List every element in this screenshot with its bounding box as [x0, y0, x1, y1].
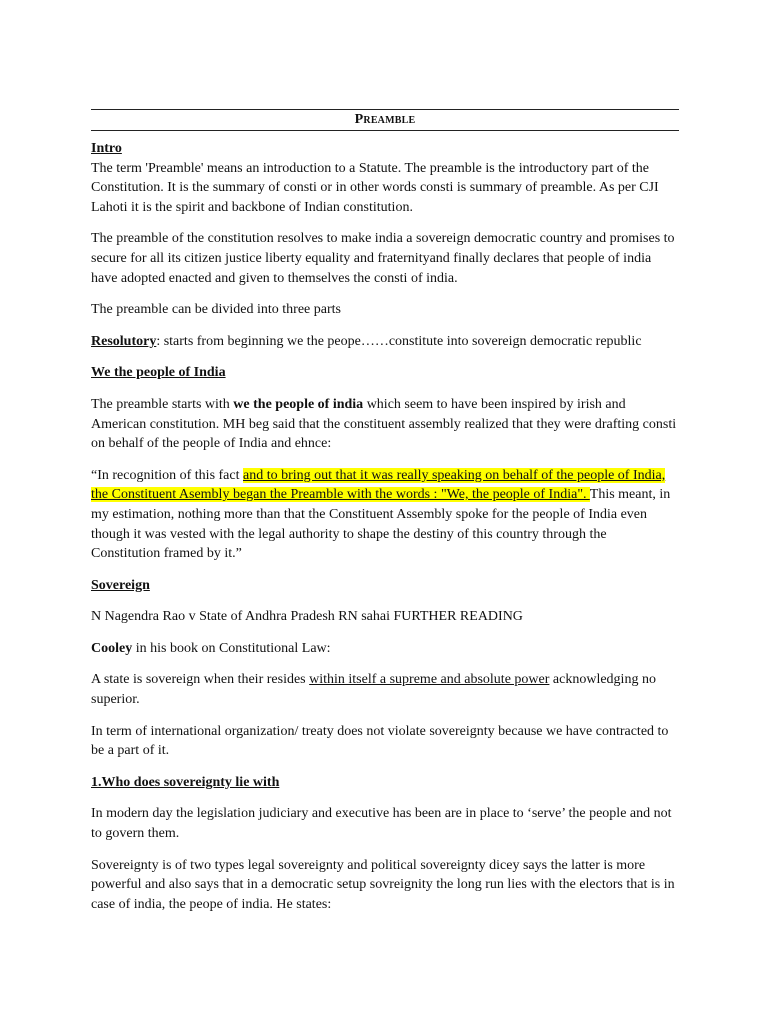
- title-block: [91, 109, 679, 131]
- resolutory-label: Resolutory: [91, 333, 157, 349]
- p4-text-c: which seem to have been inspired by irish and American constitution. MH beg said that the constituent assembly realized that they were drafting consti on behalf of the people of India and ehnce:: [91, 396, 677, 452]
- paragraph-cooley: [91, 639, 679, 659]
- p4-bold: we the people of india: [233, 396, 364, 412]
- paragraph-two-types: Sovereignty is of two types legal sovereignty and political sovereignty dicey says the latter is more powerful and also says that in a democratic setup sovreignity the long run lies with the electors that is in case of india, the peope of india. He states:: [91, 857, 675, 912]
- quote-text-b: This meant, in my estimation, nothing more than that the Constituent Assembly spoke for the people of India even though it was vested with the legal authority to shape the destiny of this country through the Constitution framed by it.”: [91, 487, 671, 562]
- quote-highlight: and to bring out that it was really speaking on behalf of the people of India, the Constituent Asembly began the Preamble with the words : "We, the people of India".: [91, 467, 666, 503]
- intro-heading-text: Intro: [91, 141, 122, 156]
- page-title: Preamble: [354, 112, 416, 127]
- paragraph-preamble-starts: [91, 395, 679, 454]
- paragraph-case: N Nagendra Rao v State of Andhra Pradesh RN sahai FURTHER READING: [91, 609, 523, 625]
- p6-text-b: acknowledging no superior.: [91, 672, 656, 708]
- paragraph-state-sovereign: [91, 670, 679, 709]
- paragraph-resolves: The preamble of the constitution resolves to make india a sovereign democratic country and promises to secure for all its citizen justice liberty equality and fraternityand finally declares that people of india have adopted enacted and given to themselves the consti of india.: [91, 231, 675, 286]
- sovereign-heading: [91, 576, 679, 596]
- who-heading-text: 1.Who does sovereignty lie with: [91, 774, 280, 790]
- cooley-text: in his book on Constitutional Law:: [132, 640, 331, 656]
- resolutory-text: : starts from beginning we the peope……constitute into sovereign democratic republic: [156, 333, 642, 349]
- we-heading-text: We the people of India: [91, 365, 226, 381]
- document-body: [91, 139, 679, 926]
- p6-text-a: A state is sovereign when their resides: [91, 672, 310, 688]
- paragraph-resolutory: [91, 332, 679, 352]
- sovereign-heading-text: Sovereign: [91, 577, 150, 593]
- paragraph-three-parts: The preamble can be divided into three parts: [91, 302, 341, 318]
- p4-text-a: The preamble starts with: [91, 396, 234, 412]
- paragraph-quote: [91, 466, 679, 564]
- who-heading: [91, 773, 679, 793]
- intro-heading: [91, 139, 679, 159]
- quote-text-a: “In recognition of this fact: [91, 467, 244, 483]
- paragraph-intro: The term 'Preamble' means an introduction to a Statute. The preamble is the introductory part of the Constitution. It is the summary of consti or in other words consti is summary of preamble. As per CJI Lahoti it is the spirit and backbone of Indian constitution.: [91, 160, 659, 215]
- paragraph-treaty: In term of international organization/ treaty does not violate sovereignty because we have contracted to be a part of it.: [91, 723, 669, 759]
- paragraph-modern-day: In modern day the legislation judiciary and executive has been are in place to ‘serve’ the people and not to govern them.: [91, 806, 672, 842]
- cooley-label: Cooley: [91, 640, 133, 656]
- p6-underlined: within itself a supreme and absolute power: [309, 672, 550, 688]
- we-heading: [91, 363, 679, 383]
